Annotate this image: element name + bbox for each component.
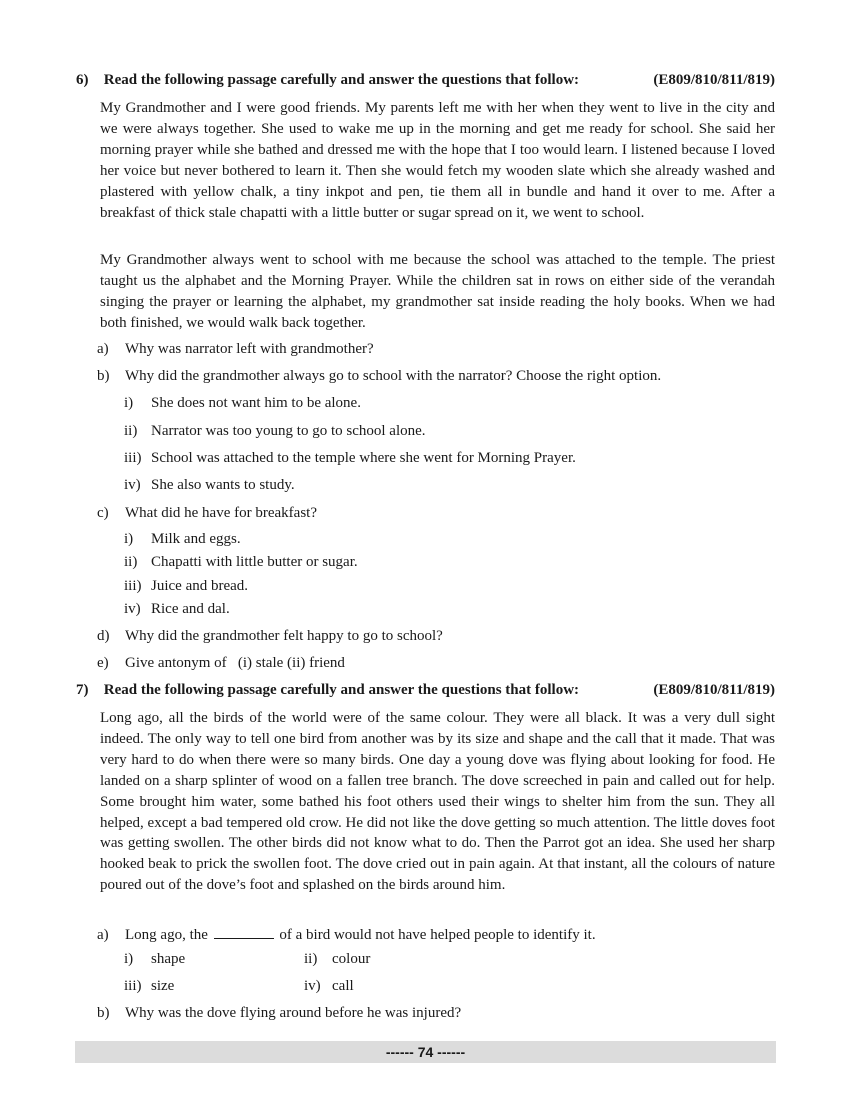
option-item bbox=[124, 578, 248, 595]
option-label: iv) bbox=[124, 477, 141, 493]
page-number: ------ 74 ------ bbox=[385, 1044, 466, 1060]
question-6-heading bbox=[76, 72, 775, 89]
option-text: Milk and eggs. bbox=[151, 531, 241, 547]
option-text: call bbox=[332, 978, 354, 994]
question-instruction: Read the following passage carefully and answer the questions that follow: bbox=[103, 72, 580, 88]
sub-question-b bbox=[97, 368, 661, 385]
question-instruction: Read the following passage carefully and answer the questions that follow: bbox=[103, 682, 580, 698]
sub-question-text: What did he have for breakfast? bbox=[125, 505, 317, 521]
passage-paragraph: Long ago, all the birds of the world were of the same colour. They were all black. It was a very dull sight indeed. The only way to tell one bird from another was by its size and shape and the call that it made. That was very hard to do when there were so many birds. One day a young dove was flying about looking for food. He landed on a sharp splinter of wood on a fallen tree branch. The dove screeched in pain and called out for help. Some brought him water, some bathed his foot others used their wings to shelter him from the sun. They all helped, except a bad tempered old crow. He did not like the dove getting so much attention. The little doves foot was getting swollen. The other birds did not know what to do. Then the Parrot got an idea. She used her sharp hooked beak to prick the swollen foot. The dove cried out in pain again. At that instant, all the colours of nature poured out of the dove’s foot and splashed on the birds around him. bbox=[100, 710, 775, 894]
option-label: ii) bbox=[124, 423, 138, 439]
question-code: (E809/810/811/819) bbox=[653, 72, 775, 88]
option-text: size bbox=[151, 978, 175, 994]
option-item bbox=[124, 395, 361, 412]
sub-question-a bbox=[97, 341, 374, 358]
passage-paragraph: My Grandmother always went to school with me because the school was attached to the temple. The priest taught us the alphabet and the Morning Prayer. While the children sat in rows on either side of the verandah singing the prayer or learning the alphabet, my grandmother sat inside reading the holy books. When we had both finished, we would walk back together. bbox=[100, 252, 775, 331]
question-code: (E809/810/811/819) bbox=[653, 682, 775, 698]
option-item bbox=[124, 531, 241, 548]
option-text: She also wants to study. bbox=[151, 477, 295, 493]
option-label: iii) bbox=[124, 578, 142, 594]
option-item bbox=[304, 951, 370, 968]
option-label: i) bbox=[124, 951, 134, 967]
option-text: Chapatti with little butter or sugar. bbox=[151, 554, 358, 570]
sub-question-text: Why did the grandmother felt happy to go to school? bbox=[125, 628, 443, 644]
sub-question-e bbox=[97, 655, 345, 672]
question-number: 7) bbox=[76, 682, 89, 698]
option-text: Narrator was too young to go to school alone. bbox=[151, 423, 426, 439]
sub-question-text: Why was narrator left with grandmother? bbox=[125, 341, 374, 357]
option-item bbox=[124, 601, 230, 618]
sub-question-text: Why was the dove flying around before he was injured? bbox=[125, 1005, 462, 1021]
sub-question-label: d) bbox=[97, 628, 110, 644]
sub-question-a bbox=[97, 924, 596, 944]
sub-question-text: of a bird would not have helped people to identify it. bbox=[279, 927, 596, 943]
option-item bbox=[124, 423, 426, 440]
option-text: Rice and dal. bbox=[151, 601, 230, 617]
option-label: ii) bbox=[304, 951, 318, 967]
sub-question-text: Give antonym of (i) stale (ii) friend bbox=[125, 655, 345, 671]
option-text: She does not want him to be alone. bbox=[151, 395, 361, 411]
sub-question-label: a) bbox=[97, 927, 109, 943]
option-item bbox=[124, 554, 358, 571]
option-item bbox=[124, 951, 185, 968]
sub-question-label: b) bbox=[97, 368, 110, 384]
option-label: iv) bbox=[124, 601, 141, 617]
sub-question-d bbox=[97, 628, 443, 645]
option-label: iii) bbox=[124, 450, 142, 466]
sub-question-b bbox=[97, 1005, 461, 1022]
page-footer bbox=[75, 1041, 776, 1063]
sub-question-c bbox=[97, 505, 317, 522]
sub-question-label: b) bbox=[97, 1005, 110, 1021]
sub-question-label: c) bbox=[97, 505, 109, 521]
option-label: iv) bbox=[304, 978, 321, 994]
option-label: i) bbox=[124, 395, 134, 411]
option-label: i) bbox=[124, 531, 134, 547]
sub-question-label: a) bbox=[97, 341, 109, 357]
option-text: shape bbox=[151, 951, 186, 967]
sub-question-text: Long ago, the bbox=[125, 927, 208, 943]
option-label: ii) bbox=[124, 554, 138, 570]
sub-question-label: e) bbox=[97, 655, 109, 671]
question-7-heading bbox=[76, 682, 775, 699]
option-item bbox=[124, 477, 295, 494]
option-item bbox=[304, 978, 354, 995]
option-item bbox=[124, 450, 576, 467]
option-text: colour bbox=[332, 951, 371, 967]
option-text: Juice and bread. bbox=[151, 578, 249, 594]
option-label: iii) bbox=[124, 978, 142, 994]
option-item bbox=[124, 978, 174, 995]
option-text: School was attached to the temple where she went for Morning Prayer. bbox=[151, 450, 576, 466]
passage-paragraph: My Grandmother and I were good friends. My parents left me with her when they went to live in the city and we were always together. She used to wake me up in the morning and get me ready for school. She said her morning prayer while she bathed and dressed me with the hope that I too would learn. I listened because I loved her voice but never bothered to learn it. Then she would fetch my wooden slate which she already washed and plastered with yellow chalk, a tiny inkpot and pen, tie them all in bundle and hand it over to me. After a breakfast of thick stale chapatti with a little butter or sugar spread on it, we went to school. bbox=[100, 100, 775, 221]
sub-question-text: Why did the grandmother always go to school with the narrator? Choose the right option. bbox=[125, 368, 662, 384]
question-number: 6) bbox=[76, 72, 89, 88]
fill-in-blank bbox=[214, 924, 274, 939]
